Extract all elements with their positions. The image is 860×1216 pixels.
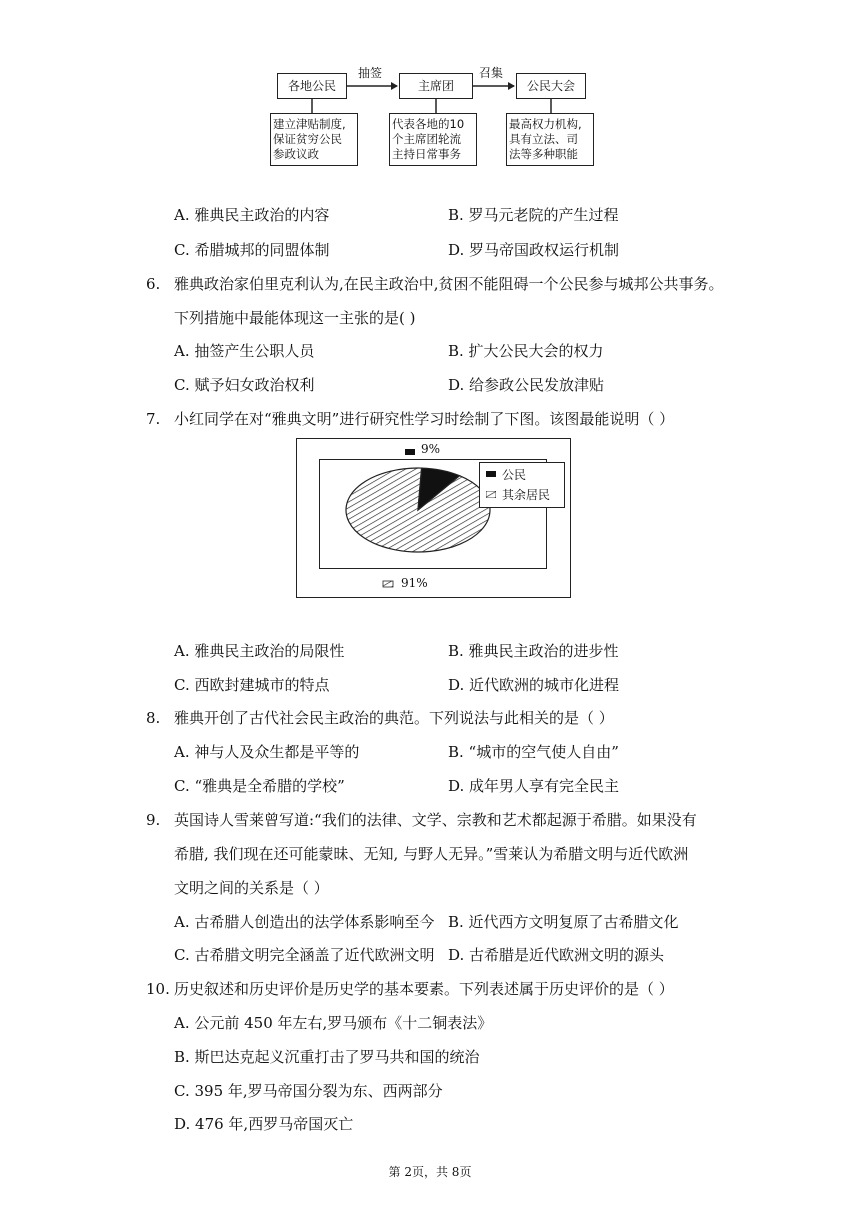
q6-option-b[interactable]: B. 扩大公民大会的权力	[448, 342, 604, 360]
q8-option-b[interactable]: B. “城市的空气使人自由”	[448, 743, 619, 761]
desc-line: 参政议政	[273, 147, 319, 161]
q6-option-d[interactable]: D. 给参政公民发放津贴	[448, 376, 605, 394]
q10-option-c[interactable]: C. 395 年,罗马帝国分裂为东、西两部分	[174, 1082, 443, 1100]
q6-option-a[interactable]: A. 抽签产生公职人员	[174, 342, 315, 360]
q5-option-b[interactable]: B. 罗马元老院的产生过程	[448, 206, 619, 224]
q9-number: 9.	[146, 811, 161, 829]
desc-line: 最高权力机构,	[509, 117, 582, 131]
edge-label-lottery: 抽签	[358, 66, 383, 80]
page-footer: 第 2页，共 8页	[388, 1165, 472, 1179]
q9-option-b[interactable]: B. 近代西方文明复原了古希腊文化	[448, 913, 679, 931]
q8-option-d[interactable]: D. 成年男人享有完全民主	[448, 777, 620, 795]
q7-option-b[interactable]: B. 雅典民主政治的进步性	[448, 642, 619, 660]
chart-legend	[479, 462, 565, 508]
q9-option-c[interactable]: C. 古希腊文明完全涵盖了近代欧洲文明	[174, 946, 435, 964]
q10-option-a[interactable]: A. 公元前 450 年左右,罗马颁布《十二铜表法》	[174, 1014, 493, 1032]
q9-stem-line2: 希腊, 我们现在还可能蒙昧、无知, 与野人无异。”雪莱认为希腊文明与近代欧洲	[174, 845, 689, 863]
bottom-label-swatch	[383, 581, 393, 587]
desc-line: 法等多种职能	[509, 147, 578, 161]
edge-label-convene: 召集	[479, 66, 504, 80]
q8-stem: 雅典开创了古代社会民主政治的典范。下列说法与此相关的是（ ）	[174, 709, 614, 727]
q9-stem-line3: 文明之间的关系是（ ）	[174, 879, 329, 897]
q6-number: 6.	[146, 275, 161, 293]
q7-option-c[interactable]: C. 西欧封建城市的特点	[174, 676, 330, 694]
flow-node-presidium: 主席团	[399, 73, 473, 99]
q5-option-a[interactable]: A. 雅典民主政治的内容	[174, 206, 330, 224]
desc-line: 个主席团轮流	[392, 132, 461, 146]
legend-label-others: 其余居民	[502, 488, 551, 502]
pie-label-others-pct: 91%	[401, 576, 428, 590]
desc-line: 建立津贴制度,	[273, 117, 346, 131]
pie-slices	[346, 468, 490, 552]
flow-desc-assembly	[506, 113, 594, 166]
flow-desc-presidium	[389, 113, 477, 166]
q9-option-a[interactable]: A. 古希腊人创造出的法学体系影响至今	[174, 913, 435, 931]
q10-option-d[interactable]: D. 476 年,西罗马帝国灭亡	[174, 1115, 354, 1133]
pie-slice-others	[346, 468, 490, 552]
flow-node-citizens: 各地公民	[277, 73, 347, 99]
desc-line: 保证贫穷公民	[273, 132, 342, 146]
q8-option-a[interactable]: A. 神与人及众生都是平等的	[174, 743, 360, 761]
pie-label-citizens-pct: 9%	[421, 442, 441, 456]
q6-option-c[interactable]: C. 赋予妇女政治权利	[174, 376, 315, 394]
flow-node-assembly: 公民大会	[516, 73, 586, 99]
q5-option-d[interactable]: D. 罗马帝国政权运行机制	[448, 241, 620, 259]
desc-line: 具有立法、司	[509, 132, 578, 146]
desc-line: 主持日常事务	[392, 147, 461, 161]
legend-label-citizens: 公民	[502, 468, 527, 482]
legend-swatch-citizens	[486, 471, 496, 477]
q6-stem-line2: 下列措施中最能体现这一主张的是( )	[174, 309, 416, 327]
q7-stem: 小红同学在对“雅典文明”进行研究性学习时绘制了下图。该图最能说明（ ）	[174, 410, 675, 428]
legend-swatch-others	[486, 491, 496, 498]
q10-number: 10.	[146, 980, 170, 998]
top-label-swatch	[405, 449, 415, 455]
pie-chart-figure	[296, 438, 571, 598]
q7-option-a[interactable]: A. 雅典民主政治的局限性	[174, 642, 345, 660]
q7-number: 7.	[146, 410, 161, 428]
desc-line: 代表各地的10	[392, 117, 465, 131]
flow-desc-citizens	[270, 113, 358, 166]
q8-number: 8.	[146, 709, 161, 727]
q6-stem-line1: 雅典政治家伯里克利认为,在民主政治中,贫困不能阻碍一个公民参与城邦公共事务。	[174, 275, 724, 293]
q7-option-d[interactable]: D. 近代欧洲的城市化进程	[448, 676, 620, 694]
q10-stem: 历史叙述和历史评价是历史学的基本要素。下列表述属于历史评价的是（ ）	[174, 980, 674, 998]
q9-option-d[interactable]: D. 古希腊是近代欧洲文明的源头	[448, 946, 665, 964]
q5-option-c[interactable]: C. 希腊城邦的同盟体制	[174, 241, 330, 259]
q9-stem-line1: 英国诗人雪莱曾写道:“我们的法律、文学、宗教和艺术都起源于希腊。如果没有	[174, 811, 697, 829]
q10-option-b[interactable]: B. 斯巴达克起义沉重打击了罗马共和国的统治	[174, 1048, 480, 1066]
q8-option-c[interactable]: C. “雅典是全希腊的学校”	[174, 777, 345, 795]
